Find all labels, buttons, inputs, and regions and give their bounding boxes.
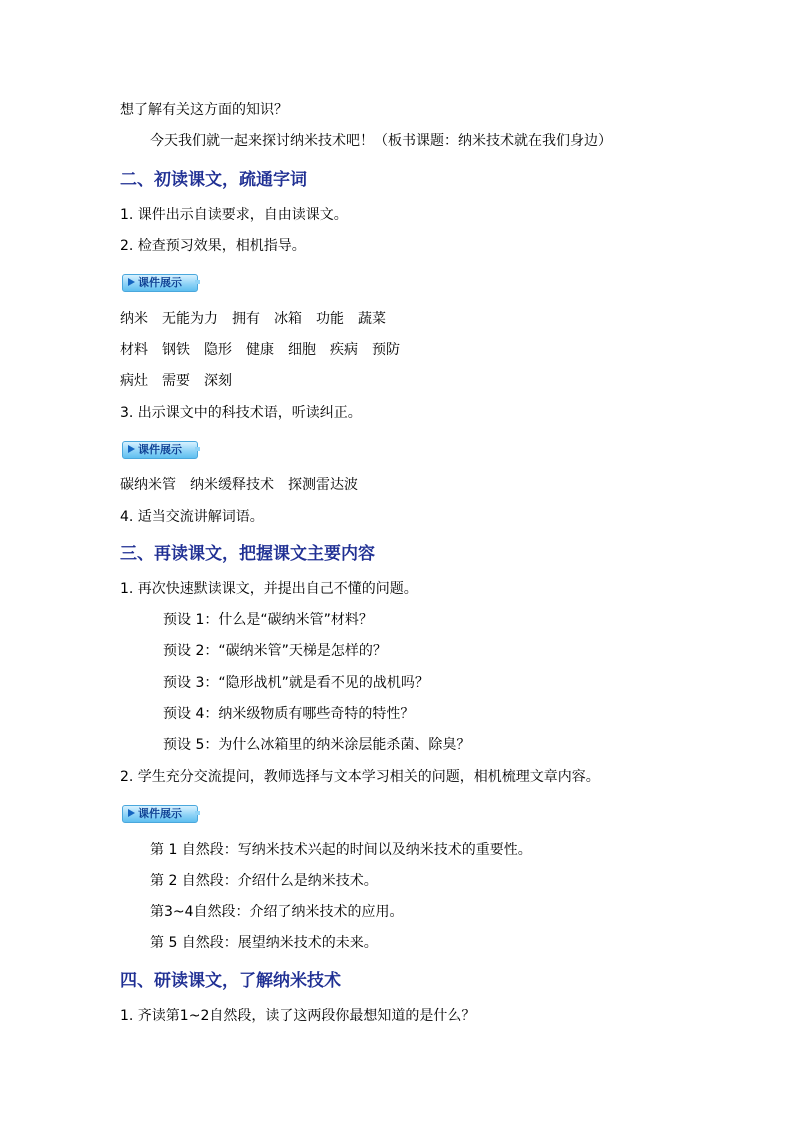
s2-item-2: 2. 检查预习效果，相机指导。 bbox=[120, 238, 306, 254]
word: 细胞 bbox=[288, 342, 316, 358]
word: 隐形 bbox=[204, 342, 232, 358]
word: 预防 bbox=[372, 342, 400, 358]
word: 冰箱 bbox=[274, 311, 302, 327]
s2-item-1: 1. 课件出示自读要求，自由读课文。 bbox=[120, 207, 348, 223]
preset-item: 预设 5：为什么冰箱里的纳米涂层能杀菌、除臭？ bbox=[163, 737, 471, 753]
word: 疾病 bbox=[330, 342, 358, 358]
word: 无能为力 bbox=[162, 311, 218, 327]
word: 病灶 bbox=[120, 373, 148, 389]
word: 拥有 bbox=[232, 311, 260, 327]
courseware-tag: 课件展示 bbox=[122, 803, 200, 823]
paragraph-summary: 第3~4自然段：介绍了纳米技术的应用。 bbox=[150, 904, 404, 920]
paragraph-summary: 第 2 自然段：介绍什么是纳米技术。 bbox=[150, 873, 378, 889]
s2-item-3: 3. 出示课文中的科技术语，听读纠正。 bbox=[120, 405, 362, 421]
word: 纳米 bbox=[120, 311, 148, 327]
word: 深刻 bbox=[204, 373, 232, 389]
word: 蔬菜 bbox=[358, 311, 386, 327]
preset-item: 预设 2：“碳纳米管”天梯是怎样的？ bbox=[163, 643, 387, 659]
s3-item-1: 1. 再次快速默读课文，并提出自己不懂的问题。 bbox=[120, 581, 418, 597]
word: 钢铁 bbox=[162, 342, 190, 358]
term: 探测雷达波 bbox=[288, 477, 358, 493]
preset-item: 预设 4：纳米级物质有哪些奇特的特性？ bbox=[163, 706, 415, 722]
play-arrow-icon bbox=[128, 445, 135, 453]
s3-item-2: 2. 学生充分交流提问，教师选择与文本学习相关的问题，相机梳理文章内容。 bbox=[120, 769, 600, 785]
section-heading-3: 三、再读课文，把握课文主要内容 bbox=[120, 544, 375, 564]
s2-item-4: 4. 适当交流讲解词语。 bbox=[120, 509, 264, 525]
word: 材料 bbox=[120, 342, 148, 358]
words-row-3 bbox=[120, 371, 246, 391]
courseware-tag: 课件展示 bbox=[122, 272, 200, 292]
play-arrow-icon bbox=[128, 278, 135, 286]
term: 碳纳米管 bbox=[120, 477, 176, 493]
words-row-2 bbox=[120, 340, 414, 360]
intro-line-1: 想了解有关这方面的知识？ bbox=[120, 102, 288, 118]
preset-item: 预设 3：“隐形战机”就是看不见的战机吗？ bbox=[163, 675, 429, 691]
word: 需要 bbox=[162, 373, 190, 389]
play-arrow-icon bbox=[128, 809, 135, 817]
word: 健康 bbox=[246, 342, 274, 358]
intro-line-2: 今天我们就一起来探讨纳米技术吧！（板书课题：纳米技术就在我们身边） bbox=[150, 133, 612, 149]
s4-item-1: 1. 齐读第1~2自然段，读了这两段你最想知道的是什么？ bbox=[120, 1008, 476, 1024]
paragraph-summary: 第 1 自然段：写纳米技术兴起的时间以及纳米技术的重要性。 bbox=[150, 842, 532, 858]
section-heading-4: 四、研读课文，了解纳米技术 bbox=[120, 971, 341, 991]
terms-row bbox=[120, 475, 372, 495]
preset-item: 预设 1：什么是“碳纳米管”材料？ bbox=[163, 612, 373, 628]
words-row-1 bbox=[120, 309, 400, 329]
section-heading-2: 二、初读课文，疏通字词 bbox=[120, 170, 307, 190]
word: 功能 bbox=[316, 311, 344, 327]
courseware-tag: 课件展示 bbox=[122, 439, 200, 459]
paragraph-summary: 第 5 自然段：展望纳米技术的未来。 bbox=[150, 935, 378, 951]
term: 纳米缓释技术 bbox=[190, 477, 274, 493]
